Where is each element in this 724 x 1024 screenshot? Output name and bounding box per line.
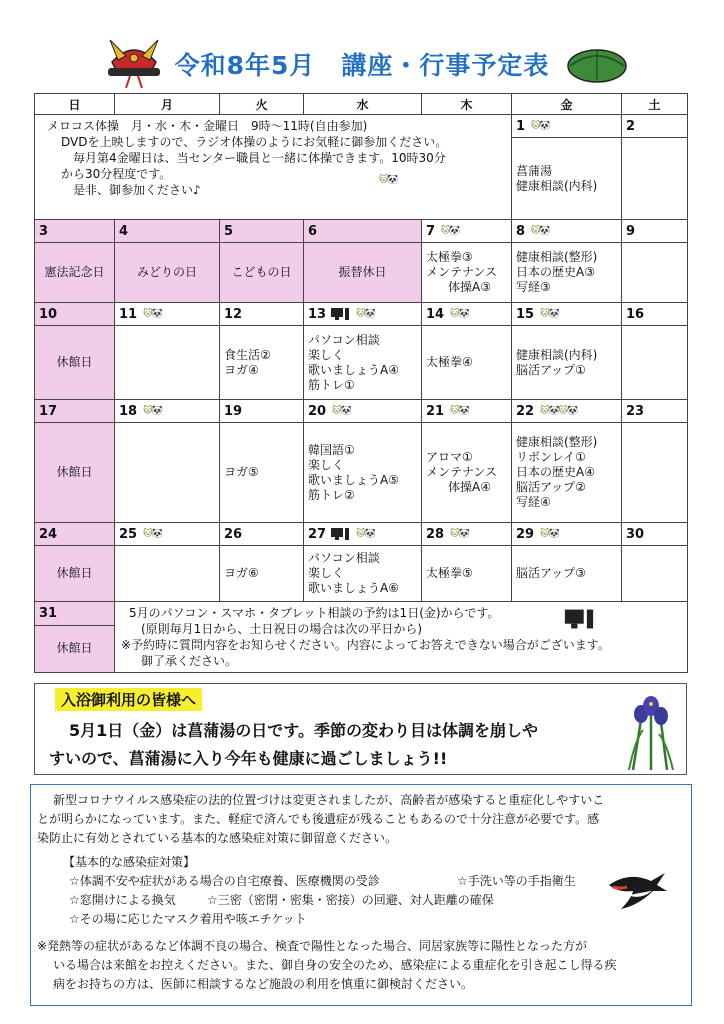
event-item: 写経④ bbox=[516, 495, 551, 509]
mascot-icon: 🐱🐼 bbox=[143, 406, 162, 416]
event-item: 健康相談(内科) bbox=[516, 347, 598, 362]
intro-line: から30分程度です。 bbox=[61, 167, 172, 181]
day-number: 27 🐱🐼 bbox=[304, 523, 422, 546]
day-events bbox=[115, 546, 220, 602]
event-item: 歌いましょうA④ bbox=[308, 362, 399, 377]
day-number: 17 bbox=[35, 400, 115, 423]
event-item: 楽しく bbox=[308, 566, 345, 580]
event-item: 健康相談(内科) bbox=[516, 178, 598, 193]
closed-label: 休館日 bbox=[35, 326, 115, 400]
closed-label: 休館日 bbox=[35, 546, 115, 602]
event-item: リボンレイ① bbox=[516, 450, 586, 464]
intro-line: DVDを上映しますので、ラジオ体操のようにお気軽に御参加ください。 bbox=[61, 135, 448, 149]
event-item: 歌いましょうA⑤ bbox=[308, 472, 399, 487]
covid-bullet: ☆窓開けによる換気 bbox=[69, 893, 176, 907]
computer-icon bbox=[330, 527, 350, 541]
day-events bbox=[220, 326, 304, 400]
weekday-sun: 日 bbox=[35, 94, 115, 115]
day-events: ヨガ⑥ bbox=[220, 546, 304, 602]
swallow-bird-icon bbox=[599, 865, 669, 915]
holiday-label: みどりの日 bbox=[115, 243, 220, 303]
event-item: 食生活② bbox=[224, 347, 271, 362]
event-item: 健康相談(整形) bbox=[516, 250, 598, 264]
day-number: 8 🐱🐼 bbox=[512, 220, 622, 243]
mascot-icon: 🐱🐼 bbox=[531, 226, 550, 236]
bath-notice bbox=[34, 683, 687, 775]
weekday-wed: 水 bbox=[304, 94, 422, 115]
bath-line: 5月1日（金）は菖蒲湯の日です。季節の変わり目は体調を崩しや bbox=[69, 721, 538, 740]
day-number: 29 🐱🐼 bbox=[512, 523, 622, 546]
note-line: ※予約時に質問内容をお知らせください。内容によってお答えできない場合がございます。 bbox=[121, 638, 610, 652]
iris-flower-icon bbox=[623, 690, 679, 770]
day-number: 21 🐱🐼 bbox=[422, 400, 512, 423]
day-number: 6 bbox=[304, 220, 422, 243]
day-number: 18 🐱🐼 bbox=[115, 400, 220, 423]
day-events bbox=[622, 243, 688, 303]
mascot-icon: 🐱🐼 bbox=[450, 406, 469, 416]
weekday-header bbox=[35, 94, 688, 115]
day-number: 23 bbox=[622, 400, 688, 423]
event-item: 日本の歴史A④ bbox=[516, 465, 595, 479]
weekday-fri: 金 bbox=[512, 94, 622, 115]
day-events bbox=[512, 326, 622, 400]
intro-line-last bbox=[43, 175, 503, 198]
day-events bbox=[304, 326, 422, 400]
event-item: 健康相談(整形) bbox=[516, 435, 598, 449]
mascot-icon: 🐱🐼 bbox=[441, 226, 460, 236]
covid-text: とが明らかになっています。また、軽症で済んでも後遺症が残ることもあるので十分注意が必要です。感 bbox=[37, 812, 600, 826]
day-events bbox=[304, 423, 422, 523]
event-item: 脳活アップ① bbox=[516, 362, 586, 377]
day-number: 9 bbox=[622, 220, 688, 243]
day-events bbox=[622, 546, 688, 602]
mascot-icon: 🐱🐼 bbox=[540, 529, 559, 539]
day-events bbox=[622, 423, 688, 523]
event-item: 韓国語① bbox=[308, 442, 355, 457]
mascot-icon: 🐱🐼 bbox=[356, 529, 375, 539]
mascot-icon: 🐱🐼 bbox=[450, 529, 469, 539]
day-events: ヨガ⑤ bbox=[220, 423, 304, 523]
pc-consultation-note bbox=[115, 602, 688, 673]
day-number: 26 bbox=[220, 523, 304, 546]
holiday-label: 振替休日 bbox=[304, 243, 422, 303]
day-number: 3 bbox=[35, 220, 115, 243]
day-events bbox=[512, 138, 622, 220]
covid-heading: 【基本的な感染症対策】 bbox=[63, 855, 196, 869]
day-number: 4 bbox=[115, 220, 220, 243]
event-calendar bbox=[34, 93, 688, 673]
event-item: パソコン相談 bbox=[308, 332, 380, 347]
covid-bullet: ☆体調不安や症状がある場合の自宅療養、医療機関の受診 bbox=[69, 874, 380, 888]
day-number: 24 bbox=[35, 523, 115, 546]
bath-line: すいので、菖蒲湯に入り今年も健康に過ごしましょう!! bbox=[49, 749, 448, 768]
computer-icon bbox=[330, 307, 350, 321]
mascot-icon: 🐱🐼 bbox=[332, 406, 351, 416]
bath-heading: 入浴御利用の皆様へ bbox=[55, 688, 202, 711]
day-number: 16 bbox=[622, 303, 688, 326]
mascot-icon: 🐱🐼 bbox=[531, 121, 550, 131]
event-item: 楽しく bbox=[308, 347, 345, 362]
event-item: 写経③ bbox=[516, 280, 551, 294]
event-item: 太極拳③ bbox=[426, 250, 473, 264]
covid-text: 新型コロナウイルス感染症の法的位置づけは変更されましたが、高齢者が感染すると重症化しやすいこ bbox=[53, 793, 605, 807]
day-events: 太極拳④ bbox=[422, 326, 512, 400]
day-number: 5 bbox=[220, 220, 304, 243]
event-item: 菖蒲湯 bbox=[516, 163, 553, 178]
day-events bbox=[115, 423, 220, 523]
day-number: 13 🐱🐼 bbox=[304, 303, 422, 326]
weekday-mon: 月 bbox=[115, 94, 220, 115]
covid-note: いる場合は来館をお控えください。また、御自身の安全のため、感染症による重症化を引き起こし得る疾 bbox=[53, 958, 617, 972]
closed-label: 休館日 bbox=[35, 423, 115, 523]
day-number: 28 🐱🐼 bbox=[422, 523, 512, 546]
event-item: 楽しく bbox=[308, 457, 345, 472]
day-number: 30 bbox=[622, 523, 688, 546]
event-item: パソコン相談 bbox=[308, 551, 380, 565]
day-number: 2 bbox=[622, 115, 688, 138]
kashiwa-mochi-icon bbox=[566, 40, 628, 84]
event-item: 体操A③ bbox=[448, 280, 491, 294]
day-number: 12 bbox=[220, 303, 304, 326]
weekday-thu: 木 bbox=[422, 94, 512, 115]
intro-line: 毎月第4金曜日は、当センター職員と一緒に体操できます。10時30分 bbox=[73, 151, 446, 165]
mascot-icon: 🐱🐼 bbox=[143, 529, 162, 539]
holiday-label: こどもの日 bbox=[220, 243, 304, 303]
day-number: 20 🐱🐼 bbox=[304, 400, 422, 423]
day-events bbox=[622, 138, 688, 220]
exercise-intro bbox=[35, 115, 512, 220]
covid-notice bbox=[30, 784, 692, 1006]
covid-note: 病をお持ちの方は、医師に相談するなど施設の利用を慎重に御検討ください。 bbox=[53, 977, 474, 991]
mascot-icon: 🐱🐼 bbox=[540, 309, 559, 319]
holiday-label: 憲法記念日 bbox=[35, 243, 115, 303]
weekday-sat: 土 bbox=[622, 94, 688, 115]
day-events bbox=[422, 243, 512, 303]
day-events bbox=[115, 326, 220, 400]
event-item: 筋トレ② bbox=[308, 487, 355, 502]
covid-bullet: ☆その場に応じたマスク着用や咳エチケット bbox=[69, 912, 307, 926]
intro-line: 是非、御参加ください♪ bbox=[73, 183, 201, 197]
day-number: 1 🐱🐼 bbox=[512, 115, 622, 138]
note-line: 5月のパソコン・スマホ・タブレット相談の予約は1日(金)からです。 bbox=[129, 606, 500, 620]
covid-note: ※発熱等の症状があるなど体調不良の場合、検査で陽性となった場合、同居家族等に陽性となった方が bbox=[37, 939, 588, 953]
event-item: 歌いましょうA⑥ bbox=[308, 581, 399, 595]
day-events: 脳活アップ③ bbox=[512, 546, 622, 602]
day-number: 14 🐱🐼 bbox=[422, 303, 512, 326]
intro-line: メロコス体操 月・水・木・金曜日 9時～11時(自由参加) bbox=[47, 119, 368, 133]
computer-icon bbox=[563, 608, 595, 630]
event-item: メンテナンス bbox=[426, 465, 498, 479]
title-area bbox=[0, 36, 724, 96]
event-item: ヨガ④ bbox=[224, 362, 259, 377]
note-line: 御了承ください。 bbox=[141, 654, 238, 668]
day-number: 22 🐱🐼🐱🐼 bbox=[512, 400, 622, 423]
mascot-icon: 🐱🐼 bbox=[143, 309, 162, 319]
event-item: 体操A④ bbox=[448, 480, 491, 494]
day-number: 7 🐱🐼 bbox=[422, 220, 512, 243]
covid-bullet: ☆三密（密閉・密集・密接）の回避、対人距離の確保 bbox=[207, 893, 494, 907]
event-item: 脳活アップ② bbox=[516, 480, 586, 494]
mascot-icon: 🐱🐼 bbox=[450, 309, 469, 319]
day-number: 25 🐱🐼 bbox=[115, 523, 220, 546]
day-events bbox=[304, 546, 422, 602]
note-line: (原則毎月1日から、土日祝日の場合は次の平日から) bbox=[141, 622, 423, 636]
event-item: 筋トレ① bbox=[308, 377, 355, 392]
event-item: アロマ① bbox=[426, 450, 473, 464]
covid-bullet: ☆手洗い等の手指衛生 bbox=[457, 874, 576, 888]
event-item: メンテナンス bbox=[426, 265, 498, 279]
page-title: 令和8年5月 講座・行事予定表 bbox=[174, 51, 550, 80]
weekday-tue: 火 bbox=[220, 94, 304, 115]
event-item: 日本の歴史A③ bbox=[516, 265, 595, 279]
mascot-icon: 🐱🐼🐱🐼 bbox=[540, 406, 578, 416]
closed-label: 休館日 bbox=[35, 625, 115, 672]
day-number: 10 bbox=[35, 303, 115, 326]
mascot-icon: 🐱🐼 bbox=[379, 175, 398, 185]
day-events bbox=[512, 423, 622, 523]
day-number: 31 bbox=[35, 602, 115, 626]
bath-text bbox=[49, 717, 609, 773]
covid-text: 染防止に有効とされている基本的な感染症対策に御留意ください。 bbox=[37, 831, 398, 845]
day-number: 19 bbox=[220, 400, 304, 423]
day-number: 11 🐱🐼 bbox=[115, 303, 220, 326]
day-events: 太極拳⑤ bbox=[422, 546, 512, 602]
day-number: 15 🐱🐼 bbox=[512, 303, 622, 326]
mascot-icon: 🐱🐼 bbox=[356, 309, 375, 319]
day-events bbox=[512, 243, 622, 303]
day-events bbox=[622, 326, 688, 400]
day-events bbox=[422, 423, 512, 523]
